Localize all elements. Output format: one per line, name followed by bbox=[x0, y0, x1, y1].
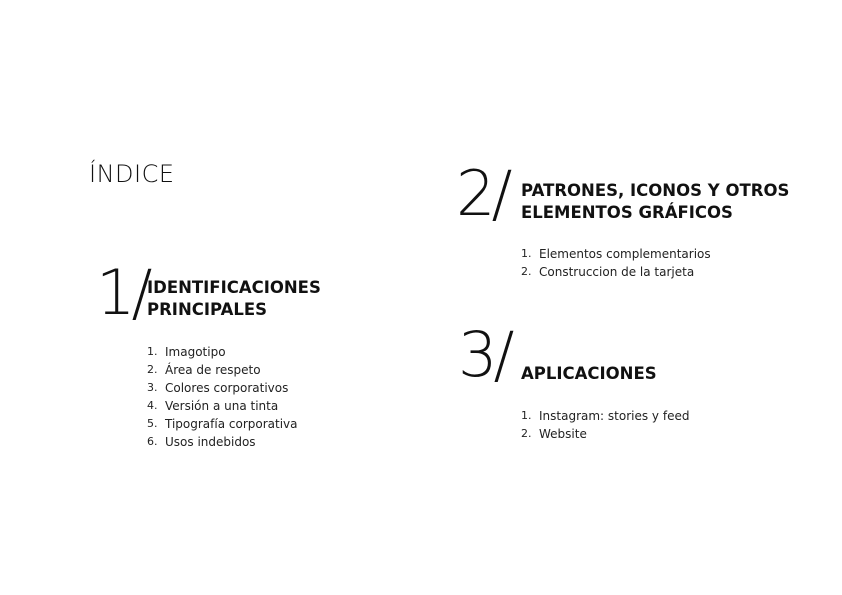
item-label: Imagotipo bbox=[165, 345, 226, 359]
item-label: Website bbox=[539, 427, 587, 441]
section-heading-line: IDENTIFICACIONES bbox=[147, 278, 321, 297]
item-number: 4. bbox=[147, 399, 158, 412]
item-number: 1. bbox=[521, 409, 532, 422]
item-label: Versión a una tinta bbox=[165, 399, 279, 413]
list-item[interactable] bbox=[147, 415, 298, 433]
list-item[interactable] bbox=[147, 379, 298, 397]
section-heading-line: PRINCIPALES bbox=[147, 300, 268, 319]
list-item[interactable] bbox=[521, 425, 689, 443]
item-label: Construccion de la tarjeta bbox=[539, 265, 695, 279]
section-heading-line: PATRONES, ICONOS Y OTROS bbox=[521, 181, 790, 200]
list-item[interactable] bbox=[147, 361, 298, 379]
list-item[interactable] bbox=[521, 245, 711, 263]
item-number: 1. bbox=[147, 345, 158, 358]
item-number: 2. bbox=[521, 427, 532, 440]
item-number: 5. bbox=[147, 417, 158, 430]
list-item[interactable] bbox=[147, 397, 298, 415]
section-item-list bbox=[521, 407, 689, 443]
item-number: 2. bbox=[521, 265, 532, 278]
section-number: 2/ bbox=[456, 157, 509, 230]
item-number: 6. bbox=[147, 435, 158, 448]
item-number: 2. bbox=[147, 363, 158, 376]
section-heading-line: APLICACIONES bbox=[521, 364, 657, 383]
list-item[interactable] bbox=[521, 407, 689, 425]
section-heading bbox=[521, 180, 789, 224]
list-item[interactable] bbox=[147, 343, 298, 361]
item-label: Instagram: stories y feed bbox=[539, 409, 690, 423]
list-item[interactable] bbox=[521, 263, 711, 281]
item-label: Elementos complementarios bbox=[539, 247, 711, 261]
section-item-list bbox=[147, 343, 298, 451]
section-number: 1/ bbox=[96, 256, 149, 329]
section-heading-line: ELEMENTOS GRÁFICOS bbox=[521, 203, 733, 222]
item-number: 1. bbox=[521, 247, 532, 260]
section-number: 3/ bbox=[458, 318, 511, 391]
item-label: Área de respeto bbox=[165, 363, 261, 377]
section-item-list bbox=[521, 245, 711, 281]
list-item[interactable] bbox=[147, 433, 298, 451]
item-number: 3. bbox=[147, 381, 158, 394]
section-heading bbox=[147, 277, 321, 321]
page-title: ÍNDICE bbox=[89, 160, 175, 188]
section-heading bbox=[521, 363, 657, 385]
item-label: Colores corporativos bbox=[165, 381, 289, 395]
item-label: Usos indebidos bbox=[165, 435, 256, 449]
item-label: Tipografía corporativa bbox=[165, 417, 298, 431]
